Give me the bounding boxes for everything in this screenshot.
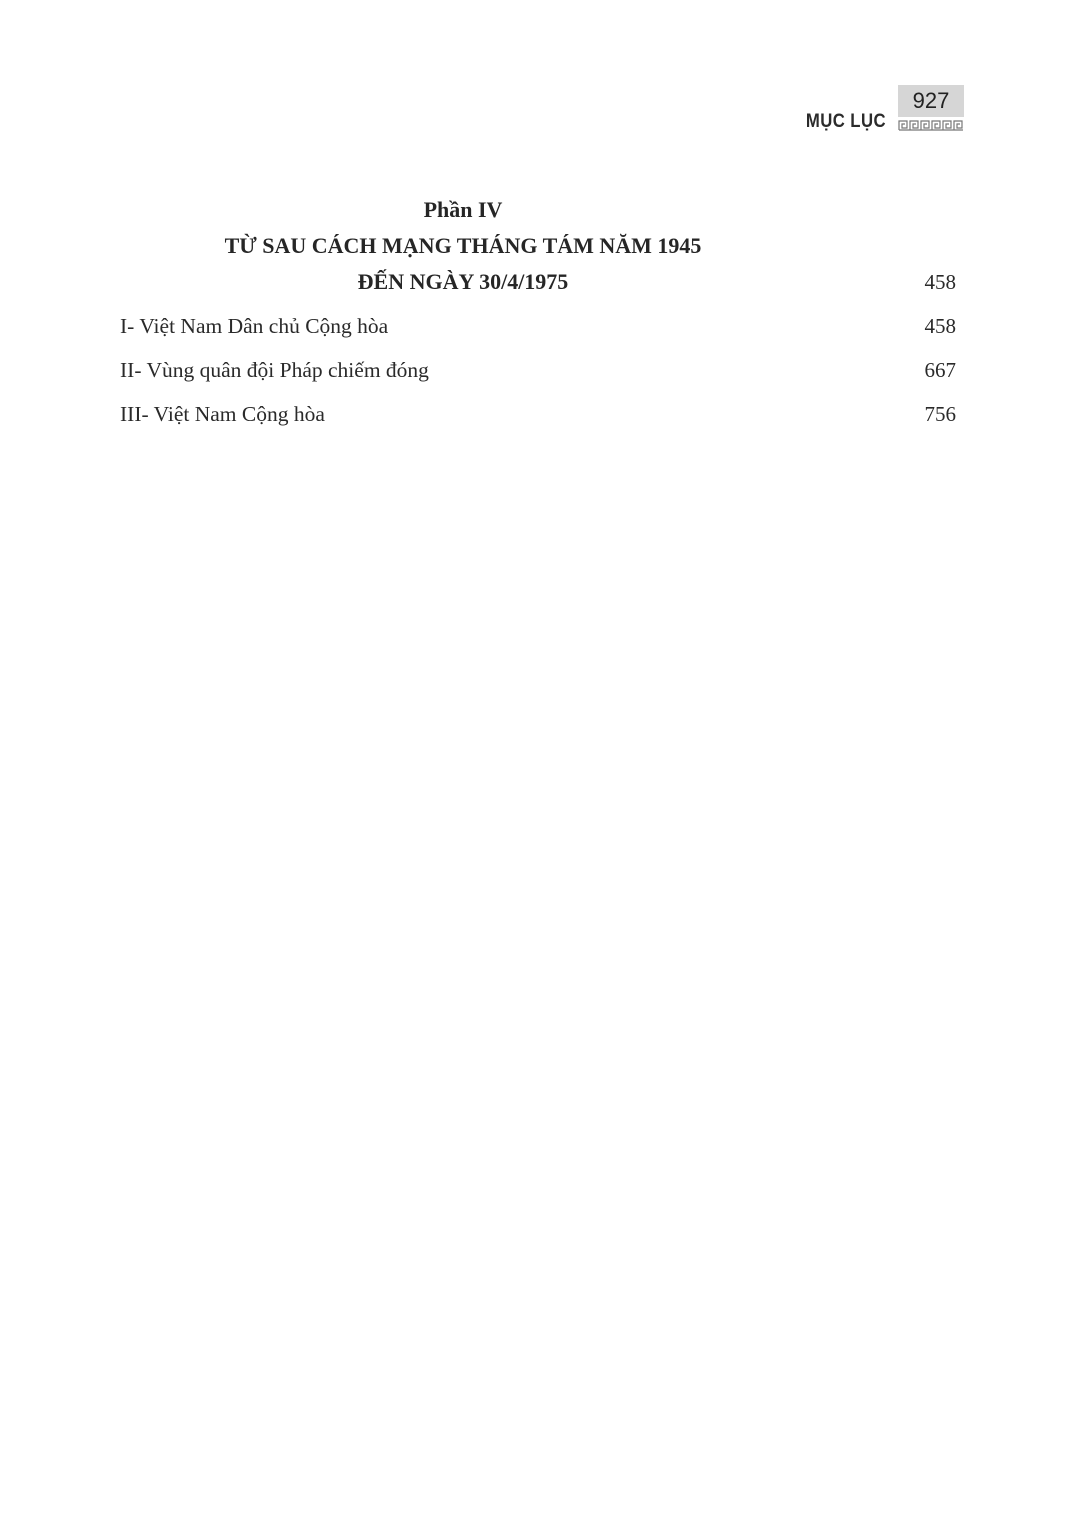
toc-entry-number: III- bbox=[120, 402, 154, 426]
part-title-row bbox=[120, 264, 956, 300]
running-header-title: MỤC LỤC bbox=[805, 111, 886, 132]
part-label: Phần IV bbox=[423, 197, 503, 222]
part-title-line-2: ĐẾN NGÀY 30/4/1975 bbox=[357, 269, 569, 294]
toc-entry[interactable] bbox=[120, 310, 956, 354]
toc-entry-page: 667 bbox=[924, 358, 956, 382]
greek-key-ornament bbox=[898, 119, 964, 131]
toc-entry-title: Việt Nam Dân chủ Cộng hòa bbox=[139, 314, 389, 338]
part-title-line-1: TỪ SAU CÁCH MẠNG THÁNG TÁM NĂM 1945 bbox=[224, 233, 702, 258]
page-number: 927 bbox=[898, 85, 964, 117]
toc-entry-title: Việt Nam Cộng hòa bbox=[153, 402, 325, 426]
part-page-number: 458 bbox=[924, 270, 956, 294]
toc-entry-number: I- bbox=[120, 314, 140, 338]
toc-entry-title: Vùng quân đội Pháp chiếm đóng bbox=[146, 358, 429, 382]
toc-entry-page: 756 bbox=[924, 402, 956, 426]
part-heading bbox=[120, 192, 956, 300]
toc-entry-page: 458 bbox=[924, 314, 956, 338]
toc-list bbox=[120, 310, 956, 442]
toc-entry[interactable] bbox=[120, 354, 956, 398]
toc-entry[interactable] bbox=[120, 398, 956, 442]
toc-entry-number: II- bbox=[120, 358, 147, 382]
